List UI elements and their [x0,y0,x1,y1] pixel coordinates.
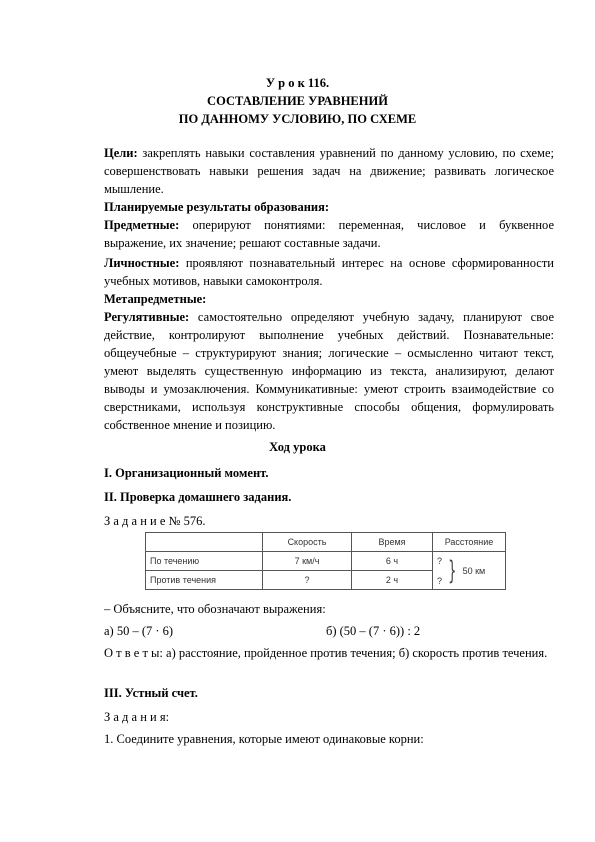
section-1 [104,464,554,482]
table-header-cell: Скорость [263,533,352,552]
table-header-cell: Время [352,533,433,552]
course-title: Ход урока [269,440,326,454]
motion-table [145,532,506,590]
table-cell-speed: ? [263,571,352,590]
distance-unknowns [437,556,442,586]
brace-icon: } [448,555,457,586]
task-heading [104,512,554,530]
table-cell-label: Против течения [146,571,263,590]
expressions-line [104,622,554,640]
distance-brace-group [437,556,501,586]
lesson-number: У р о к 116. [265,76,330,90]
distance-unknown-1: ? [437,555,443,566]
subject-paragraph [104,216,554,252]
section-2-title: II. Проверка домашнего задания. [104,490,292,504]
meta-heading [104,290,554,308]
goals-paragraph [104,144,554,198]
subject-text: оперируют понятиями: переменная, числовое и буквенное выражение, их значение; решают составные задачи. [104,218,554,250]
section-1-title: I. Организационный момент. [104,466,269,480]
expression-b: б) (50 – (7 · 6)) : 2 [326,624,421,638]
task-label: З а д а н и е № 576. [104,514,206,528]
table-header-row [146,533,506,552]
table-cell-time: 2 ч [352,571,433,590]
table-cell-time: 6 ч [352,552,433,571]
table-cell-label: По течению [146,552,263,571]
section-3-title: III. Устный счет. [104,686,198,700]
table-header-cell [146,533,263,552]
expression-a: а) 50 – (7 · 6) [104,624,174,638]
tasks-heading [104,708,554,726]
title-line-1: СОСТАВЛЕНИЕ УРАВНЕНИЙ [207,94,388,108]
personal-label: Личностные: [104,256,180,270]
task-item-1: 1. Соедините уравнения, которые имеют одинаковые корни: [104,732,424,746]
personal-text: проявляют познавательный интерес на основе сформированности учебных мотивов, навыки самоконтроля. [104,256,554,288]
subject-label: Предметные: [104,218,180,232]
section-3 [104,684,554,702]
goals-label: Цели: [104,146,138,160]
answers-paragraph [104,644,554,662]
results-heading [104,198,554,216]
answers-text: а) расстояние, пройденное против течения; б) скорость против течения. [162,646,548,660]
personal-paragraph [104,254,554,290]
explain-line: – Объясните, что обозначают выражения: [104,602,326,616]
meta-label: Метапредметные: [104,292,207,306]
regulative-text: самостоятельно определяют учебную задачу, планируют свое действие, контролируют выполнение учебных действий. Познавательные: общеучебные – структурируют знания; логические – осмысленно читают текст, умеют выделять существенную информацию из текста, анализируют, делают выводы и умозаключения. Коммуникативные: умеют строить взаимодействие со сверстниками, используя конструктивные способы общения, формулировать собственное мнение и позицию. [104,310,554,432]
table-cell-speed: 7 км/ч [263,552,352,571]
answers-label: О т в е т ы: [104,646,163,660]
distance-unknown-2: ? [437,575,443,586]
goals-text: закреплять навыки составления уравнений по данному условию, по схеме; совершенствовать навыки решения задач на движение; развивать логическое мышление. [104,146,554,196]
title-line-2: ПО ДАННОМУ УСЛОВИЮ, ПО СХЕМЕ [178,112,417,126]
table-row [146,552,506,571]
regulative-paragraph [104,308,554,434]
regulative-label: Регулятивные: [104,310,190,324]
tasks-label: З а д а н и я: [104,710,170,724]
table-header-cell: Расстояние [433,533,506,552]
table-cell-distance [433,552,506,590]
results-label: Планируемые результаты образования: [104,200,330,214]
section-2 [104,488,554,506]
distance-total: 50 км [462,565,486,576]
